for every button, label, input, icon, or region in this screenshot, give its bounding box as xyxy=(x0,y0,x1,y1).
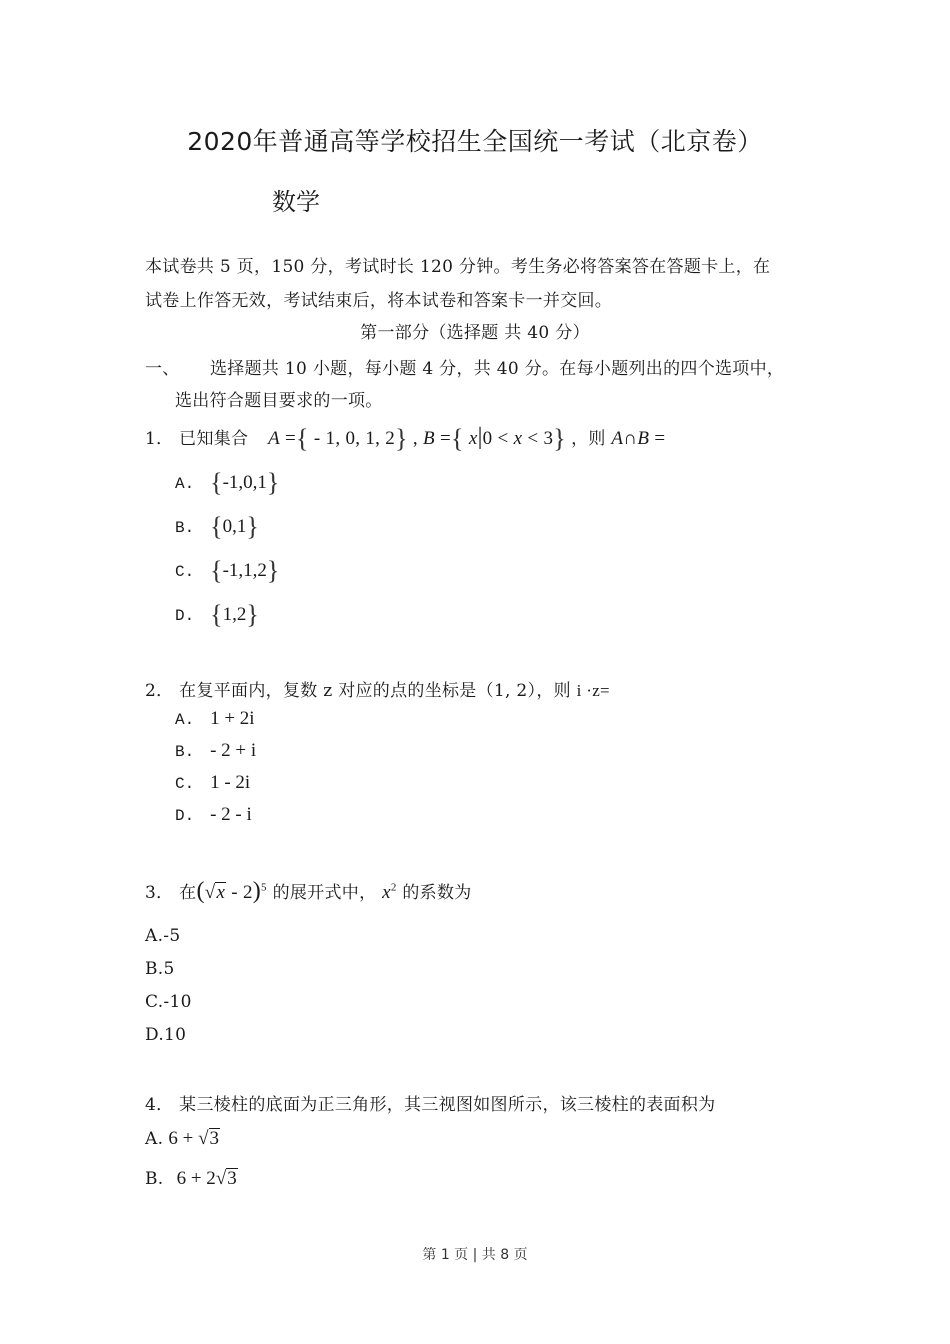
question-stem-end: A∩B = xyxy=(611,428,666,449)
exam-subject: 数学 xyxy=(272,188,320,216)
option-2c[interactable] xyxy=(175,772,250,794)
option-value: -5 xyxy=(163,926,181,946)
option-label: D. xyxy=(145,1025,165,1045)
option-value: 1 - 2i xyxy=(210,772,251,793)
option-1c[interactable]: C. {-1,1,2} xyxy=(175,556,280,585)
page-footer: 第 1 页 | 共 8 页 xyxy=(422,1247,528,1263)
option-value: 1 + 2i xyxy=(210,708,255,729)
section-description-line-2: 选出符合题目要求的一项。 xyxy=(175,391,383,411)
option-label: C. xyxy=(175,563,195,581)
question-stem-prefix: 在 xyxy=(179,883,197,903)
question-4 xyxy=(145,1090,715,1115)
option-value-sqrt: 3 xyxy=(209,1128,220,1149)
question-stem-middle: 的展开式中， xyxy=(272,883,377,903)
question-stem-text: 已知集合 xyxy=(179,429,249,449)
option-value: 5 xyxy=(163,959,175,979)
option-value: 1,2 xyxy=(222,604,247,625)
option-value: 10 xyxy=(164,1025,187,1045)
instructions-line-1: 本试卷共 5 页，150 分，考试时长 120 分钟。考生务必将答案答在答题卡上，在 xyxy=(145,257,771,277)
option-value: -1,0,1 xyxy=(222,472,267,493)
option-4a[interactable]: A. 6 + √3 xyxy=(145,1128,220,1149)
instructions-line-2: 试卷上作答无效，考试结束后，将本试卷和答案卡一并交回。 xyxy=(145,291,613,311)
question-stem-math: A ={ - 1, 0, 1, 2} , B ={ x|0 < x < 3} xyxy=(268,424,567,453)
option-4b[interactable]: B. 6 + 2√3 xyxy=(145,1168,237,1189)
option-value: -1,1,2 xyxy=(222,560,267,581)
option-3c[interactable] xyxy=(145,992,192,1012)
question-stem: 在复平面内，复数 z 对应的点的坐标是（1, 2），则 xyxy=(179,681,571,701)
option-value: - 2 - i xyxy=(210,804,252,825)
option-label: A. xyxy=(145,926,164,946)
option-label: A. xyxy=(175,475,195,493)
option-2d[interactable] xyxy=(175,804,252,826)
option-3a[interactable] xyxy=(145,926,180,946)
option-label: C. xyxy=(145,992,164,1012)
question-number: 1． xyxy=(145,429,174,449)
option-1d[interactable]: D. {1,2} xyxy=(175,600,259,629)
option-label: B. xyxy=(145,1169,164,1189)
question-stem-term: $x^2$ xyxy=(382,881,397,903)
option-label: B. xyxy=(175,519,195,537)
question-stem-math: (√x - 2)$^5$ xyxy=(196,878,267,904)
option-value: - 2 + i xyxy=(210,740,257,761)
option-label: B. xyxy=(175,743,195,761)
section-title: 第一部分（选择题 共 40 分） xyxy=(360,323,590,343)
option-2b[interactable] xyxy=(175,740,256,762)
question-stem-suffix: ，则 xyxy=(571,429,606,449)
option-value-prefix: 6 + 2 xyxy=(176,1168,216,1189)
option-label: A. xyxy=(175,711,195,729)
question-number: 3． xyxy=(145,883,174,903)
option-value-sqrt: 3 xyxy=(227,1168,237,1189)
question-stem-end: 的系数为 xyxy=(402,883,472,903)
option-label: A. xyxy=(145,1129,164,1149)
option-value-prefix: 6 + xyxy=(168,1128,199,1149)
section-part-number: 一、 xyxy=(145,359,180,379)
section-description-line-1: 选择题共 10 小题，每小题 4 分，共 40 分。在每小题列出的四个选项中， xyxy=(210,359,785,379)
question-2 xyxy=(145,676,610,701)
question-3 xyxy=(145,878,472,905)
option-label: B. xyxy=(145,959,164,979)
option-3b[interactable] xyxy=(145,959,175,979)
question-1 xyxy=(145,424,665,454)
question-number: 2． xyxy=(145,681,174,701)
option-3d[interactable] xyxy=(145,1025,186,1045)
option-label: D. xyxy=(175,807,195,825)
option-1a[interactable]: A. {-1,0,1} xyxy=(175,468,280,497)
exam-title: 2020年普通高等学校招生全国统一考试（北京卷） xyxy=(187,127,763,156)
question-stem-end: i ·z= xyxy=(576,681,610,700)
option-value: -10 xyxy=(163,992,192,1012)
question-number: 4． xyxy=(145,1095,174,1115)
question-stem: 某三棱柱的底面为正三角形，其三视图如图所示，该三棱柱的表面积为 xyxy=(179,1095,716,1115)
option-value: 0,1 xyxy=(222,516,247,537)
option-1b[interactable]: B. {0,1} xyxy=(175,512,259,541)
option-2a[interactable] xyxy=(175,708,255,730)
option-label: D. xyxy=(175,607,195,625)
option-label: C. xyxy=(175,775,195,793)
